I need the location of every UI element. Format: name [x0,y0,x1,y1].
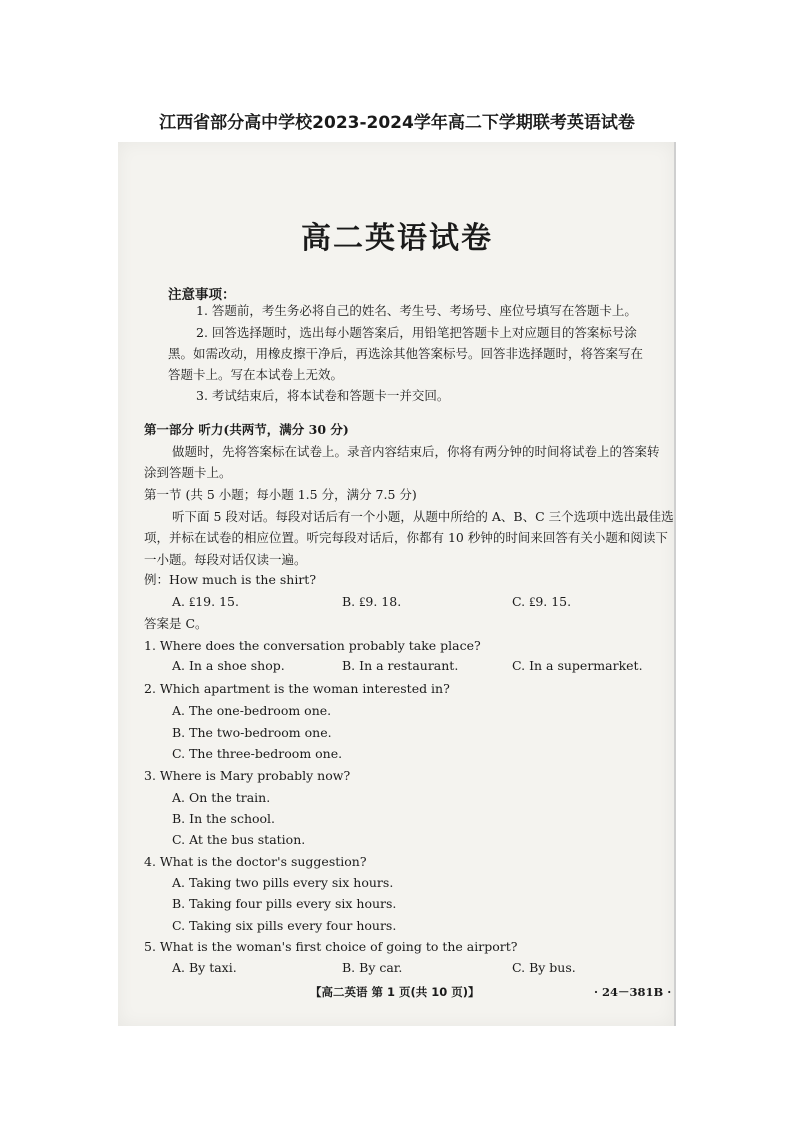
paper-code: · 24－381B · [594,985,672,999]
paper-edge [674,142,676,1026]
q1-option-a: A. In a shoe shop. [172,658,285,673]
question-5: 5. What is the woman's first choice of going to the airport? [144,939,518,954]
q5-option-a: A. By taxi. [172,960,237,975]
q2-option-a: A. The one-bedroom one. [172,703,332,718]
example-question: 例：How much is the shirt? [144,572,317,587]
q1-option-c: C. In a supermarket. [512,658,643,673]
q3-option-a: A. On the train. [172,790,271,805]
section1-intro-line: 一小题。每段对话仅读一遍。 [144,552,307,567]
q5-option-b: B. By car. [342,960,403,975]
q4-option-c: C. Taking six pills every four hours. [172,918,397,933]
notice-line: 3. 考试结束后，将本试卷和答题卡一并交回。 [196,388,450,403]
notice-heading: 注意事项： [168,287,236,303]
q2-option-c: C. The three-bedroom one. [172,746,343,761]
exam-title: 高二英语试卷 [301,221,493,256]
question-3: 3. Where is Mary probably now? [144,768,351,783]
notice-line: 答题卡上。写在本试卷上无效。 [168,367,344,382]
example-option-c: C. ₤9. 15. [512,594,572,609]
example-answer: 答案是 C。 [144,616,208,631]
notice-line: 黑。如需改动，用橡皮擦干净后，再选涂其他答案标号。回答非选择题时，将答案写在 [168,346,644,361]
q2-option-b: B. The two-bedroom one. [172,725,332,740]
question-2: 2. Which apartment is the woman interested in? [144,681,450,696]
section1-heading: 第一节 (共 5 小题；每小题 1.5 分，满分 7.5 分) [144,487,417,502]
part1-intro-line: 做题时，先将答案标在试卷上。录音内容结束后，你将有两分钟的时间将试卷上的答案转 [172,444,660,459]
q3-option-c: C. At the bus station. [172,832,306,847]
section1-intro-line: 听下面 5 段对话。每段对话后有一个小题，从题中所给的 A、B、C 三个选项中选出最佳选 [172,509,674,524]
question-4: 4. What is the doctor's suggestion? [144,854,367,869]
q1-option-b: B. In a restaurant. [342,658,459,673]
q4-option-a: A. Taking two pills every six hours. [172,875,394,890]
part1-heading: 第一部分 听力(共两节，满分 30 分) [144,422,349,437]
page-footer: 【高二英语 第 1 页(共 10 页)】 [310,985,480,999]
example-option-b: B. ₤9. 18. [342,594,402,609]
notice-line: 1. 答题前，考生务必将自己的姓名、考生号、考场号、座位号填写在答题卡上。 [196,303,637,318]
question-1: 1. Where does the conversation probably take place? [144,638,481,653]
q5-option-c: C. By bus. [512,960,576,975]
section1-intro-line: 项，并标在试卷的相应位置。听完每段对话后，你都有 10 秒钟的时间来回答有关小题和阅读下 [144,530,668,545]
doc-header: 江西省部分高中学校2023-2024学年高二下学期联考英语试卷 [159,113,635,133]
q3-option-b: B. In the school. [172,811,276,826]
notice-line: 2. 回答选择题时，选出每小题答案后，用铅笔把答题卡上对应题目的答案标号涂 [196,325,637,340]
q4-option-b: B. Taking four pills every six hours. [172,896,397,911]
part1-intro-line: 涂到答题卡上。 [144,465,232,480]
example-option-a: A. ₤19. 15. [172,594,239,609]
